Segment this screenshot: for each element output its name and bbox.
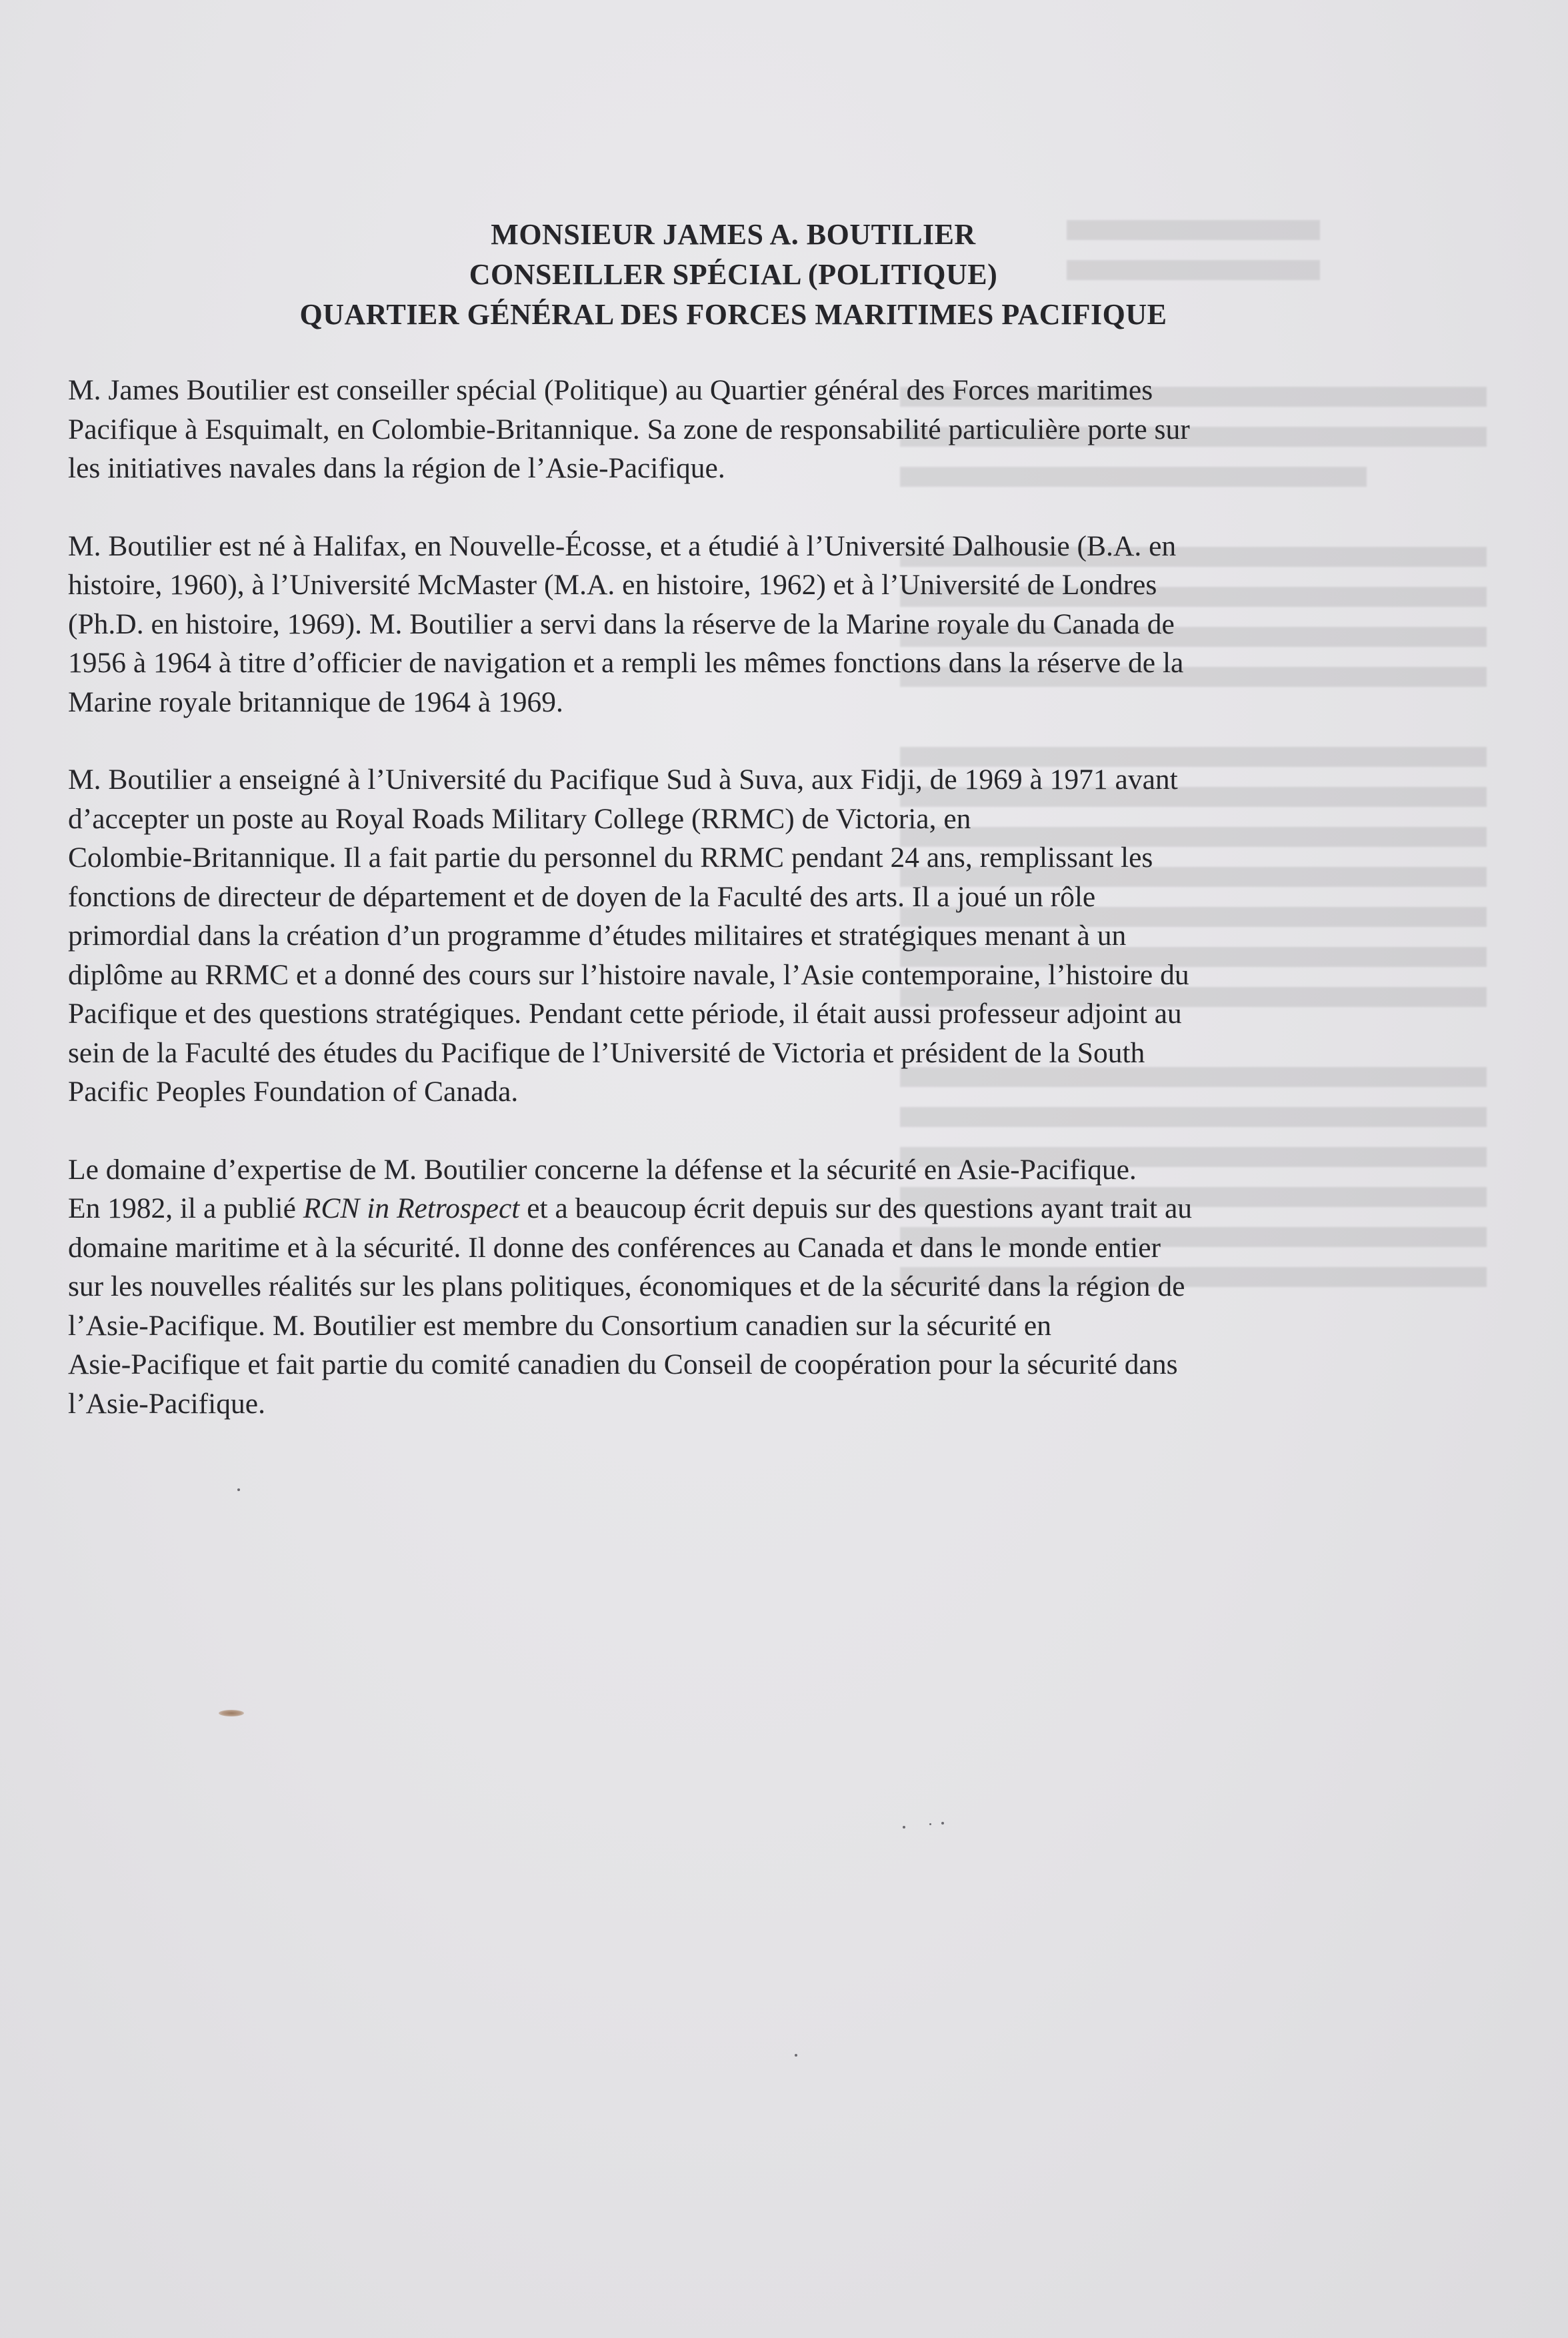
- book-title: RCN in Retrospect: [303, 1192, 520, 1224]
- paragraph-education: [68, 527, 1361, 722]
- text-run: En 1982, il a publié: [68, 1192, 303, 1224]
- paper-speck: [929, 1823, 931, 1825]
- paragraph-line: M. Boutilier est né à Halifax, en Nouvelle-Écosse, et a étudié à l’Université Dalhousie (B.A. en: [68, 529, 1177, 562]
- paragraph-line: sein de la Faculté des études du Pacifique de l’Université de Victoria et président de la South: [68, 1036, 1145, 1069]
- header-organization: QUARTIER GÉNÉRAL DES FORCES MARITIMES PACIFIQUE: [299, 298, 1167, 331]
- paragraph-line: Le domaine d’expertise de M. Boutilier concerne la défense et la sécurité en Asie-Pacifique.: [68, 1153, 1137, 1186]
- paragraph-line: l’Asie-Pacifique. M. Boutilier est membre du Consortium canadien sur la sécurité en: [68, 1309, 1051, 1342]
- paragraph-line: Pacifique et des questions stratégiques. Pendant cette période, il était aussi professeur adjoint au: [68, 998, 1182, 1030]
- paper-speck: [903, 1826, 905, 1829]
- paragraph-line: Pacifique à Esquimalt, en Colombie-Britannique. Sa zone de responsabilité particulière porte sur: [68, 413, 1190, 445]
- paragraph-line: histoire, 1960), à l’Université McMaster (M.A. en histoire, 1962) et à l’Université de Londres: [68, 569, 1157, 601]
- paragraph-expertise: [68, 1150, 1361, 1424]
- header-name: MONSIEUR JAMES A. BOUTILIER: [491, 218, 976, 251]
- paragraph-line: Colombie-Britannique. Il a fait partie du personnel du RRMC pendant 24 ans, remplissant les: [68, 842, 1153, 874]
- paragraph-line: (Ph.D. en histoire, 1969). M. Boutilier a servi dans la réserve de la Marine royale du Canada de: [68, 608, 1175, 640]
- paragraph-line: fonctions de directeur de département et de doyen de la Faculté des arts. Il a joué un rôle: [68, 880, 1096, 913]
- paper-smudge: [219, 1710, 244, 1716]
- paragraph-line: Pacific Peoples Foundation of Canada.: [68, 1076, 519, 1108]
- paragraph-line: domaine maritime et à la sécurité. Il donne des conférences au Canada et dans le monde entier: [68, 1231, 1161, 1264]
- text-run: et a beaucoup écrit depuis sur des questions ayant trait au: [519, 1192, 1193, 1224]
- paragraph-line: diplôme au RRMC et a donné des cours sur l’histoire navale, l’Asie contemporaine, l’histoire du: [68, 958, 1189, 991]
- header-title: CONSEILLER SPÉCIAL (POLITIQUE): [469, 258, 998, 291]
- paragraph-line: [68, 1189, 1361, 1228]
- paragraph-line: M. Boutilier a enseigné à l’Université du Pacifique Sud à Suva, aux Fidji, de 1969 à 1971 avant: [68, 764, 1178, 796]
- paper-speck: [237, 1488, 240, 1491]
- paper-speck: [941, 1822, 944, 1825]
- paper-speck: [795, 2054, 797, 2057]
- paragraph-line: d’accepter un poste au Royal Roads Military College (RRMC) de Victoria, en: [68, 802, 971, 835]
- paragraph-career: [68, 760, 1361, 1112]
- document-body: [68, 371, 1361, 1423]
- paragraph-line: l’Asie-Pacifique.: [68, 1387, 265, 1420]
- paragraph-line: primordial dans la création d’un programme d’études militaires et stratégiques menant à un: [68, 920, 1127, 952]
- document-header: [220, 215, 1247, 335]
- paragraph-line: 1956 à 1964 à titre d’officier de navigation et a rempli les mêmes fonctions dans la réserve de la: [68, 647, 1184, 679]
- paragraph-role: [68, 371, 1361, 488]
- paragraph-line: M. James Boutilier est conseiller spécial (Politique) au Quartier général des Forces maritimes: [68, 374, 1153, 406]
- paragraph-line: Asie-Pacifique et fait partie du comité canadien du Conseil de coopération pour la sécurité dans: [68, 1348, 1178, 1380]
- paragraph-line: les initiatives navales dans la région de l’Asie-Pacifique.: [68, 452, 725, 484]
- paragraph-line: Marine royale britannique de 1964 à 1969.: [68, 686, 563, 718]
- paragraph-line: sur les nouvelles réalités sur les plans politiques, économiques et de la sécurité dans la région de: [68, 1270, 1185, 1302]
